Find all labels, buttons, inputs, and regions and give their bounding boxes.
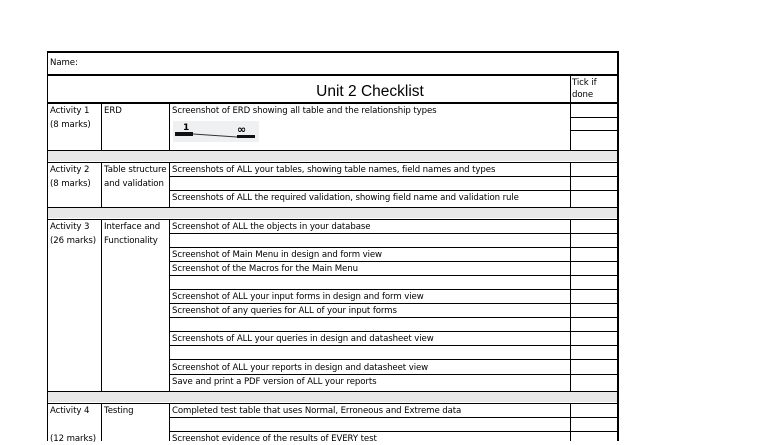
- task-line: [169, 233, 618, 234]
- task-line: [169, 289, 618, 290]
- col-divider: [101, 162, 102, 208]
- task-line: [169, 374, 618, 375]
- separator-band: [47, 208, 618, 218]
- activity-topic: and validation: [104, 179, 164, 189]
- page-title: Unit 2 Checklist: [316, 83, 424, 100]
- task-label: Screenshot of ALL the objects in your database: [172, 222, 371, 232]
- activity-2-top: [47, 162, 618, 163]
- task-line: [169, 303, 618, 304]
- col-divider: [169, 103, 170, 151]
- tick-header-line-2: done: [572, 90, 594, 100]
- separator-band: [47, 151, 618, 161]
- task-line: [169, 190, 618, 191]
- task-line: [169, 345, 618, 346]
- task-line: [169, 431, 618, 432]
- tick-line: [570, 130, 618, 131]
- task-line: [169, 275, 618, 276]
- header-bottom-line: [47, 102, 618, 104]
- col-divider: [570, 162, 571, 208]
- col-divider: [169, 162, 170, 208]
- task-line: [169, 359, 618, 360]
- tick-line: [570, 117, 618, 118]
- task-label: Screenshots of ALL your queries in design and datasheet view: [172, 334, 434, 344]
- col-divider: [101, 219, 102, 392]
- separator-band: [47, 392, 618, 402]
- activity-marks: (8 marks): [50, 120, 91, 130]
- table-border-left: [47, 51, 48, 441]
- tick-header-divider: [570, 75, 571, 103]
- col-divider: [570, 103, 571, 151]
- task-line: [169, 176, 618, 177]
- col-divider: [101, 403, 102, 441]
- task-label: Screenshot of the Macros for the Main Menu: [172, 264, 358, 274]
- activity-topic: Interface and: [104, 222, 161, 232]
- col-divider: [101, 103, 102, 151]
- col-divider: [570, 403, 571, 441]
- activity-marks: (8 marks): [50, 179, 91, 189]
- col-divider: [169, 403, 170, 441]
- erd-relationship-icon: [173, 121, 259, 142]
- activity-name: Activity 2: [50, 165, 90, 175]
- table-border-right: [617, 51, 619, 441]
- activity-3-bottom: [47, 391, 618, 392]
- task-label: Save and print a PDF version of ALL your reports: [172, 377, 377, 387]
- activity-topic: Table structure: [104, 165, 167, 175]
- task-label: Screenshot of ERD showing all table and the relationship types: [172, 106, 437, 116]
- erd-relationship-line: [193, 134, 237, 137]
- table-border-row: [47, 74, 618, 76]
- task-label: Completed test table that uses Normal, Erroneous and Extreme data: [172, 406, 462, 416]
- task-line: [169, 417, 618, 418]
- activity-name: Activity 1: [50, 106, 90, 116]
- activity-3-top: [47, 219, 618, 220]
- task-line: [169, 247, 618, 248]
- erd-thumbnail: [173, 121, 259, 142]
- col-divider: [570, 219, 571, 392]
- task-label: Screenshot of ALL your input forms in design and form view: [172, 292, 424, 302]
- erd-many-label: ∞: [237, 123, 247, 136]
- task-line: [169, 317, 618, 318]
- activity-name: Activity 4: [50, 406, 90, 416]
- task-label: Screenshot of any queries for ALL of your input forms: [172, 306, 397, 316]
- activity-2-bottom: [47, 207, 618, 208]
- tick-header-line-1: Tick if: [572, 78, 597, 88]
- table-border-top: [47, 51, 618, 53]
- task-label: Screenshot evidence of the results of EVERY test: [172, 434, 377, 444]
- activity-topic: Functionality: [104, 236, 158, 246]
- col-divider: [169, 219, 170, 392]
- activity-1-bottom: [47, 150, 618, 151]
- activity-marks: (26 marks): [50, 236, 96, 246]
- activity-marks: (12 marks): [50, 434, 96, 444]
- erd-one-label: 1: [183, 123, 190, 133]
- activity-4-top: [47, 403, 618, 404]
- activity-name: Activity 3: [50, 222, 90, 232]
- activity-topic: ERD: [104, 106, 122, 116]
- activity-topic: Testing: [104, 406, 134, 416]
- task-line: [169, 261, 618, 262]
- name-label: Name:: [50, 58, 78, 68]
- task-line: [169, 331, 618, 332]
- task-label: Screenshots of ALL your tables, showing table names, field names and types: [172, 165, 496, 175]
- task-label: Screenshot of Main Menu in design and form view: [172, 250, 382, 260]
- task-label: Screenshots of ALL the required validation, showing field name and validation rule: [172, 193, 519, 203]
- task-label: Screenshot of ALL your reports in design and datasheet view: [172, 363, 429, 373]
